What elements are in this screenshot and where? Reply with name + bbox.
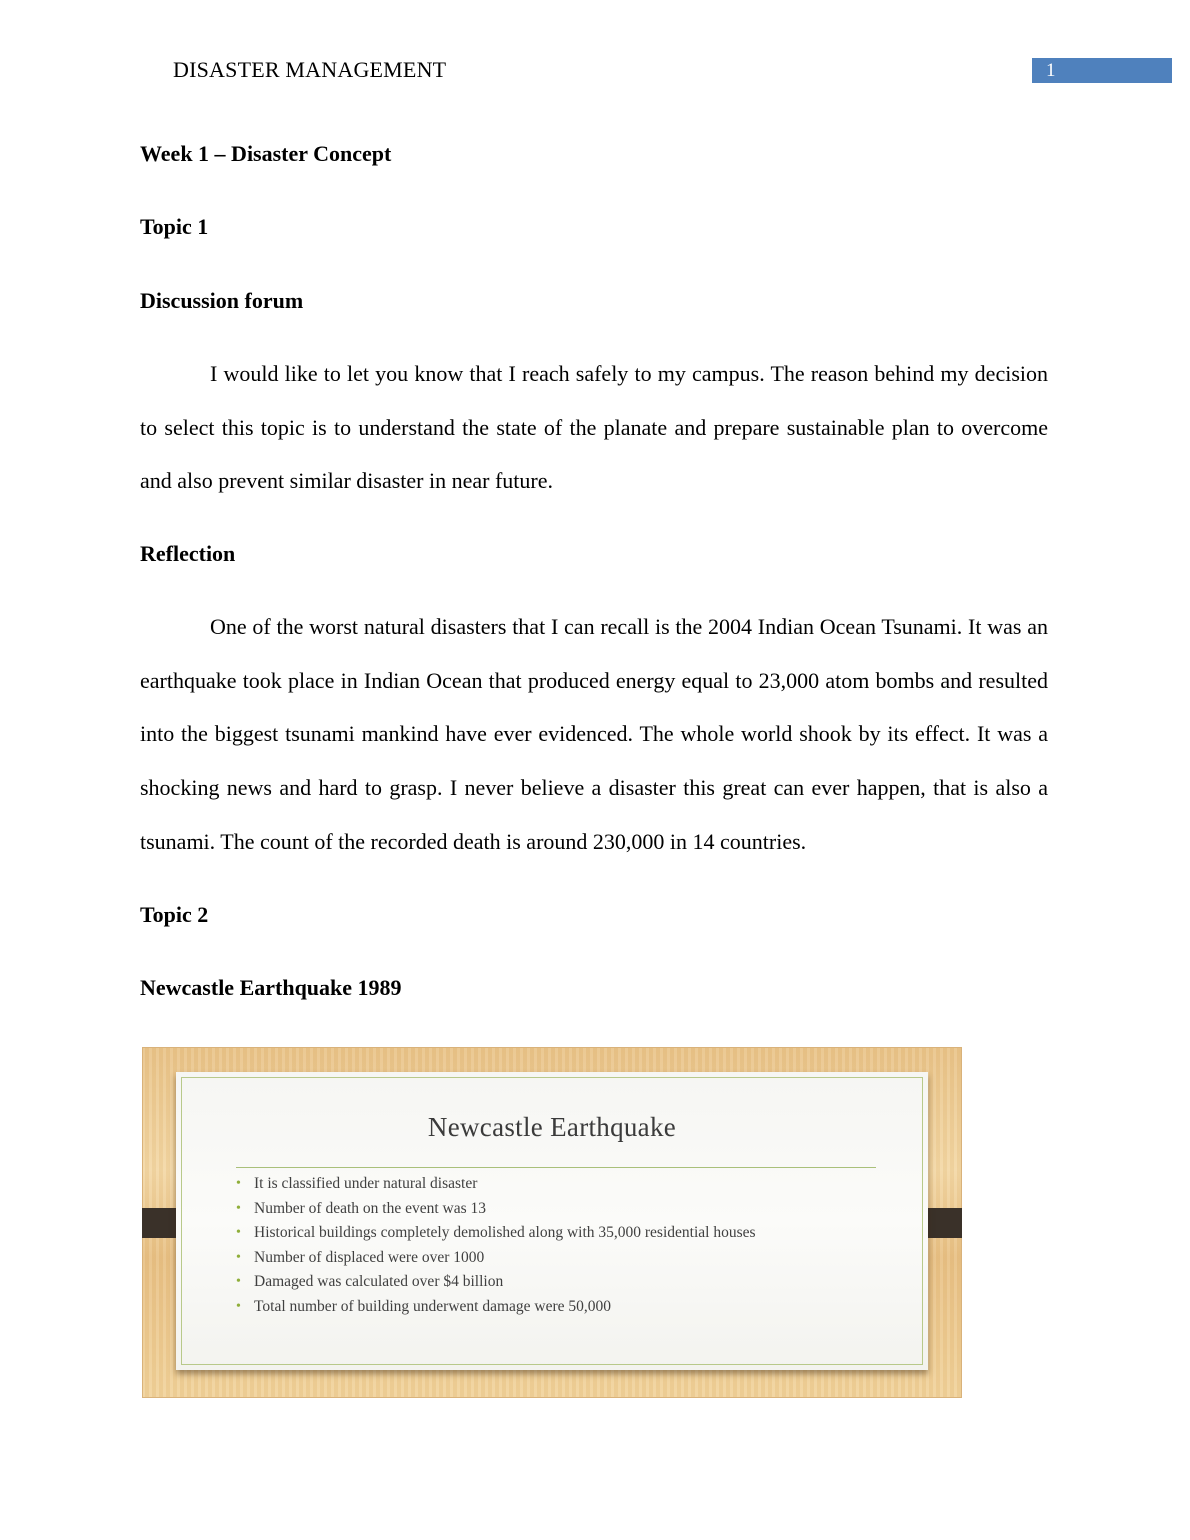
week-heading: Week 1 – Disaster Concept xyxy=(140,141,392,166)
header-title: DISASTER MANAGEMENT xyxy=(173,57,447,82)
slide-bullet: • Historical buildings completely demolished along with 35,000 residential houses xyxy=(236,1224,756,1242)
slide-bullet: • Damaged was calculated over $4 billion xyxy=(236,1273,504,1291)
topic2-heading: Topic 2 xyxy=(140,902,209,927)
bullet-icon: • xyxy=(236,1176,241,1191)
discussion-heading: Discussion forum xyxy=(140,288,304,313)
newcastle-heading: Newcastle Earthquake 1989 xyxy=(140,975,402,1000)
slide-image xyxy=(142,1047,962,1398)
slide-card xyxy=(176,1072,928,1370)
bullet-icon: • xyxy=(236,1274,241,1290)
page-number: 1 xyxy=(1046,60,1056,81)
bullet-icon: • xyxy=(236,1200,241,1216)
page-number-box xyxy=(1032,58,1172,83)
slide-bullet: • It is classified under natural disaster xyxy=(236,1175,478,1192)
slide-divider xyxy=(236,1167,876,1168)
slide-title: Newcastle Earthquake xyxy=(427,1112,677,1142)
bullet-icon: • xyxy=(236,1298,241,1314)
reflection-heading: Reflection xyxy=(140,541,236,566)
slide-bullet: • Number of death on the event was 13 xyxy=(236,1199,487,1217)
bullet-icon: • xyxy=(236,1249,241,1265)
bullet-icon: • xyxy=(236,1225,241,1241)
slide-bullet: • Total number of building underwent damage were 50,000 xyxy=(236,1297,612,1315)
slide-bullet: • Number of displaced were over 1000 xyxy=(236,1248,485,1266)
slide-bullet-list xyxy=(236,1175,854,1323)
discussion-paragraph: I would like to let you know that I reach safely to my campus. The reason behind my decision to select this topic is to understand the state of the planate and prepare sustainable plan to overcome and also prevent similar disaster in near future. xyxy=(140,361,1048,494)
topic1-heading: Topic 1 xyxy=(140,214,209,239)
reflection-paragraph: One of the worst natural disasters that I can recall is the 2004 Indian Ocean Tsunami. It was an earthquake took place in Indian Ocean that produced energy equal to 23,000 atom bombs and resulted into the biggest tsunami mankind have ever evidenced. The whole world shook by its effect. It was a shocking news and hard to grasp. I never believe a disaster this great can ever happen, that is also a tsunami. The count of the recorded death is around 230,000 in 14 countries. xyxy=(140,614,1048,854)
